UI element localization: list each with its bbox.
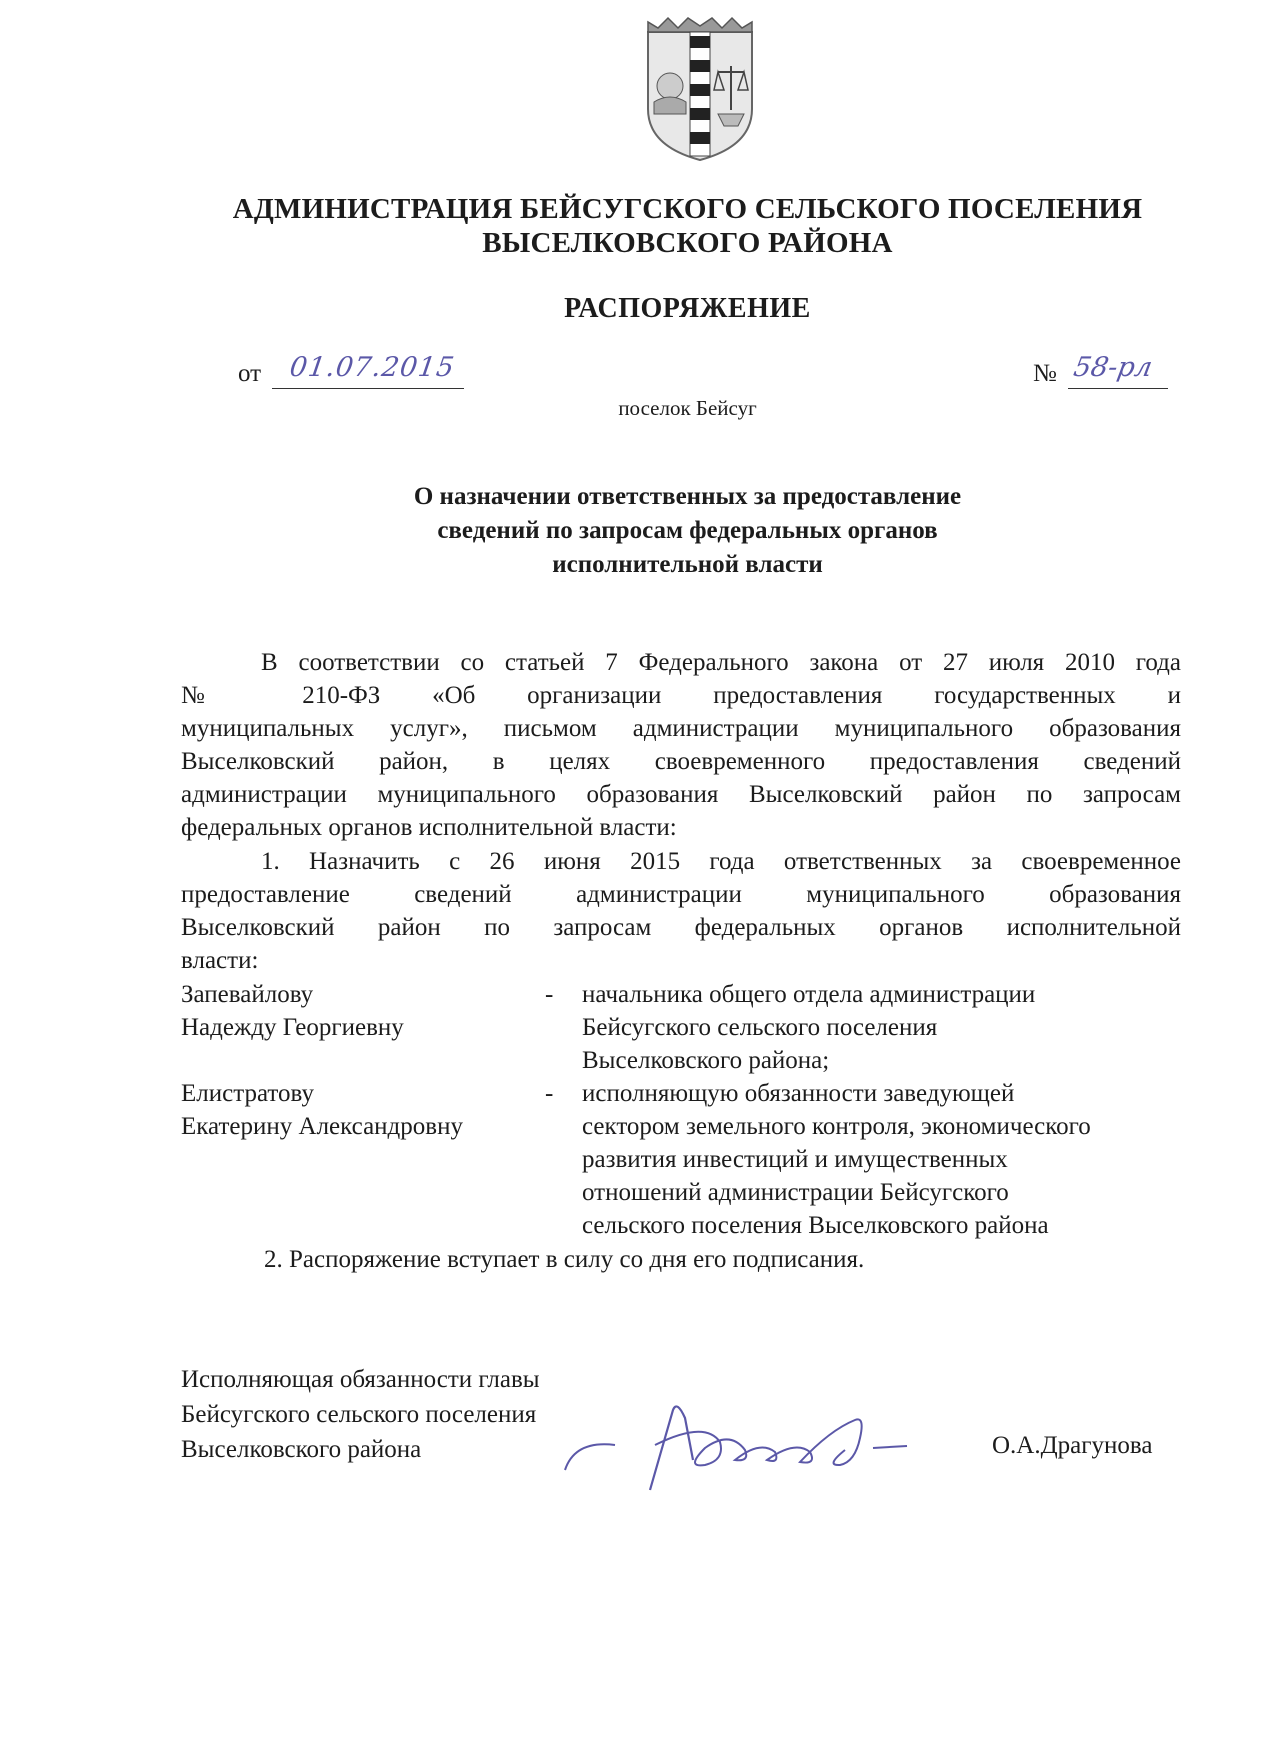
handwritten-signature: [555, 1390, 935, 1500]
document-type-heading: РАСПОРЯЖЕНИЕ: [564, 293, 811, 324]
appointee-position-line: исполняющую обязанности заведующей: [582, 1080, 1015, 1107]
place-of-issue: поселок Бейсуг: [618, 396, 757, 420]
preamble-line: Выселковский район, в целях своевременного предоставления сведений: [181, 748, 1181, 775]
number-label: №: [1033, 360, 1057, 387]
paragraph-item-2: 2. Распоряжение вступает в силу со дня его подписания.: [264, 1246, 865, 1273]
number-field: [1068, 350, 1168, 389]
coat-of-arms-emblem: [640, 14, 760, 164]
appointee-position-line: Выселковского района;: [582, 1047, 830, 1074]
signatory-title-line: Исполняющая обязанности главы: [181, 1366, 540, 1393]
handwritten-number: 58-рл: [1071, 352, 1155, 383]
document-subject: [180, 480, 1195, 582]
appointee-position-line: сектором земельного контроля, экономического: [582, 1113, 1091, 1140]
preamble-line: муниципальных услуг», письмом администрации муниципального образования: [181, 715, 1181, 742]
preamble-line: В соответствии со статьей 7 Федерального закона от 27 июля 2010 года: [261, 649, 1181, 676]
appointee-name: [181, 1077, 541, 1143]
item-1-line: власти:: [181, 947, 259, 974]
subject-line1: О назначении ответственных за предоставление: [413, 483, 962, 510]
appointee-name-line: Надежду Георгиевну: [181, 1014, 404, 1041]
appointee-name-line: Запевайлову: [181, 981, 314, 1008]
appointee-position-line: развития инвестиций и имущественных: [582, 1146, 1008, 1173]
preamble-line: администрации муниципального образования Выселковский район по запросам: [181, 781, 1181, 808]
appointee-position-line: начальника общего отдела администрации: [582, 981, 1036, 1008]
organization-name-line2: ВЫСЕЛКОВСКОГО РАЙОНА: [482, 227, 893, 259]
appointee-name-line: Елистратову: [181, 1080, 314, 1107]
signer-name: О.А.Драгунова: [992, 1432, 1153, 1459]
subject-line3: исполнительной власти: [552, 551, 823, 578]
appointee-position-line: Бейсугского сельского поселения: [582, 1014, 938, 1041]
signatory-title-line: Выселковского района: [181, 1436, 422, 1463]
paragraph-preamble: [181, 646, 1181, 844]
appointee-dash: -: [545, 1080, 554, 1107]
date-field: [272, 350, 464, 389]
appointee-name: [181, 978, 541, 1044]
appointee-position-line: сельского поселения Выселковского района: [582, 1212, 1049, 1239]
paragraph-item-1: [181, 845, 1181, 977]
subject-line2: сведений по запросам федеральных органов: [437, 517, 938, 544]
appointee-dash: -: [545, 981, 554, 1008]
item-1-line: Выселковский район по запросам федеральных органов исполнительной: [181, 914, 1181, 941]
date-label: от: [238, 360, 262, 387]
item-1-line: предоставление сведений администрации муниципального образования: [181, 881, 1181, 908]
item-1-line: 1. Назначить с 26 июня 2015 года ответственных за своевременное: [261, 848, 1181, 875]
preamble-line: № 210-ФЗ «Об организации предоставления государственных и: [181, 682, 1181, 709]
signatory-title: [181, 1362, 540, 1467]
signatory-title-line: Бейсугского сельского поселения: [181, 1401, 537, 1428]
appointee-position-line: отношений администрации Бейсугского: [582, 1179, 1009, 1206]
appointee-position: [582, 1077, 1182, 1242]
organization-name: [180, 192, 1195, 260]
preamble-line: федеральных органов исполнительной власти:: [181, 814, 677, 841]
appointee-name-line: Екатерину Александровну: [181, 1113, 463, 1140]
handwritten-date: 01.07.2015: [287, 352, 457, 383]
organization-name-line1: АДМИНИСТРАЦИЯ БЕЙСУГСКОГО СЕЛЬСКОГО ПОСЕЛЕНИЯ: [232, 193, 1143, 225]
appointee-position: [582, 978, 1182, 1077]
